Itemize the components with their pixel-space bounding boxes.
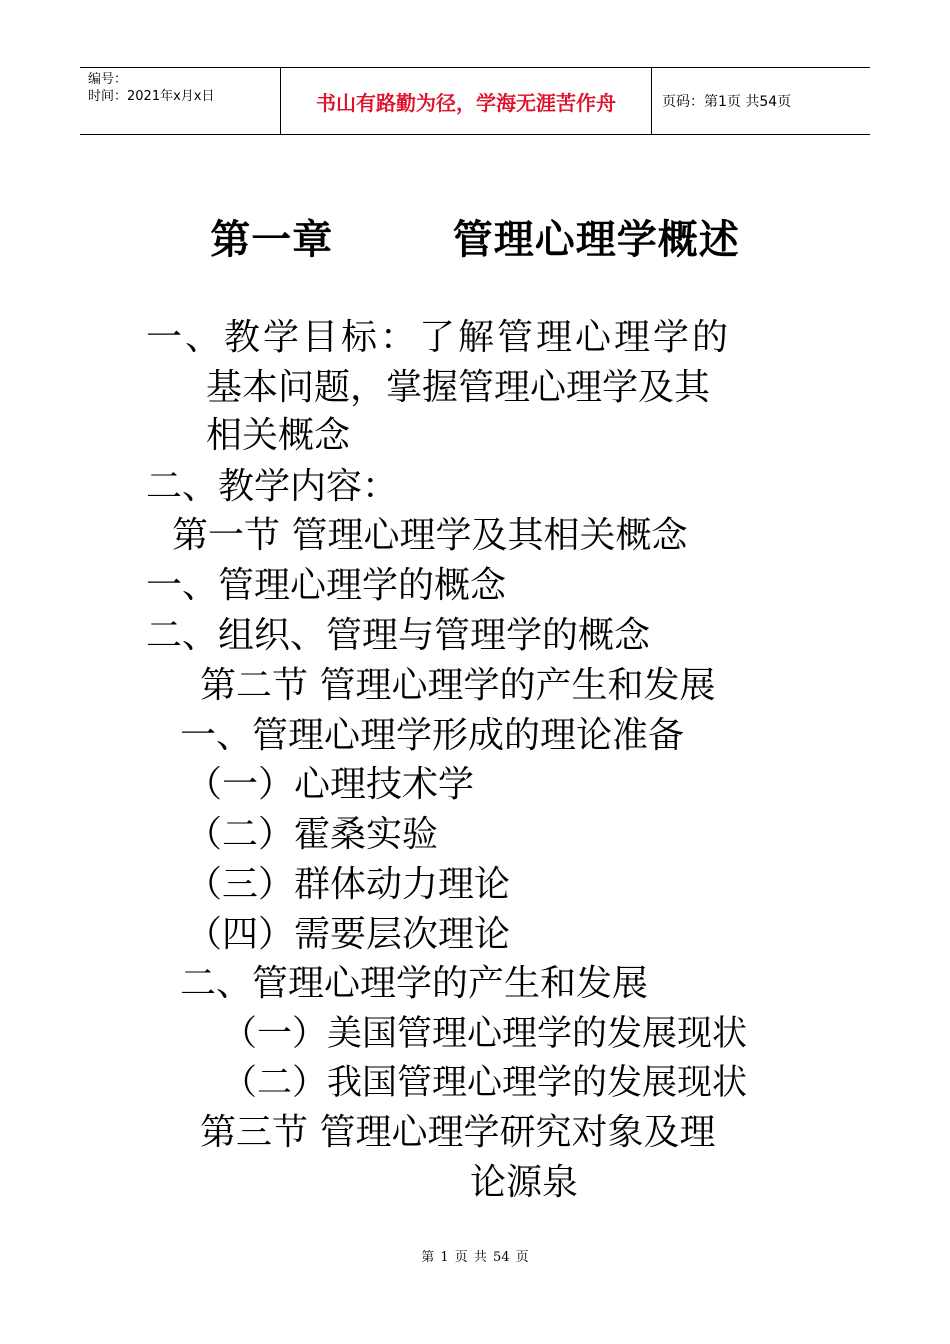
section-3-title-line-1: 第三节 管理心理学研究对象及理 <box>200 1112 716 1153</box>
header-motto: 书山有路勤为径，学海无涯苦作舟 <box>281 68 652 134</box>
header-page-info: 页码：第1页 共54页 <box>662 94 792 110</box>
section-2-subitem-5: （一）美国管理心理学的发展现状 <box>222 1014 748 1054</box>
section-1-item-1: 一、管理心理学的概念 <box>146 565 507 606</box>
page-header <box>80 67 870 135</box>
objective-line-1: 一、教学目标：了解管理心理学的 <box>146 317 732 358</box>
section-2-subitem-6: （二）我国管理心理学的发展现状 <box>222 1063 748 1103</box>
page-footer: 第 1 页 共 54 页 <box>421 1250 529 1265</box>
objective-line-3: 相关概念 <box>206 415 351 456</box>
header-meta <box>80 68 281 134</box>
section-2-item-1: 一、管理心理学形成的理论准备 <box>180 715 685 756</box>
content-heading: 二、教学内容： <box>146 466 399 507</box>
objective-line-2: 基本问题，掌握管理心理学及其 <box>206 367 711 408</box>
section-2-item-2: 二、管理心理学的产生和发展 <box>180 963 649 1004</box>
number-label: 编号： <box>88 72 128 87</box>
section-2-subitem-2: （二）霍桑实验 <box>186 814 439 855</box>
section-1-item-2: 二、组织、管理与管理学的概念 <box>146 615 651 656</box>
section-1-title: 第一节 管理心理学及其相关概念 <box>172 515 688 556</box>
section-2-subitem-1: （一）心理技术学 <box>186 764 475 805</box>
section-3-title-line-2: 论源泉 <box>470 1162 579 1203</box>
section-2-title: 第二节 管理心理学的产生和发展 <box>200 665 716 706</box>
chapter-title: 第一章 管理心理学概述 <box>210 217 740 263</box>
section-2-subitem-3: （三）群体动力理论 <box>186 864 511 905</box>
section-2-subitem-4: （四）需要层次理论 <box>186 914 511 955</box>
time-label: 时间：2021年x月x日 <box>88 89 215 104</box>
